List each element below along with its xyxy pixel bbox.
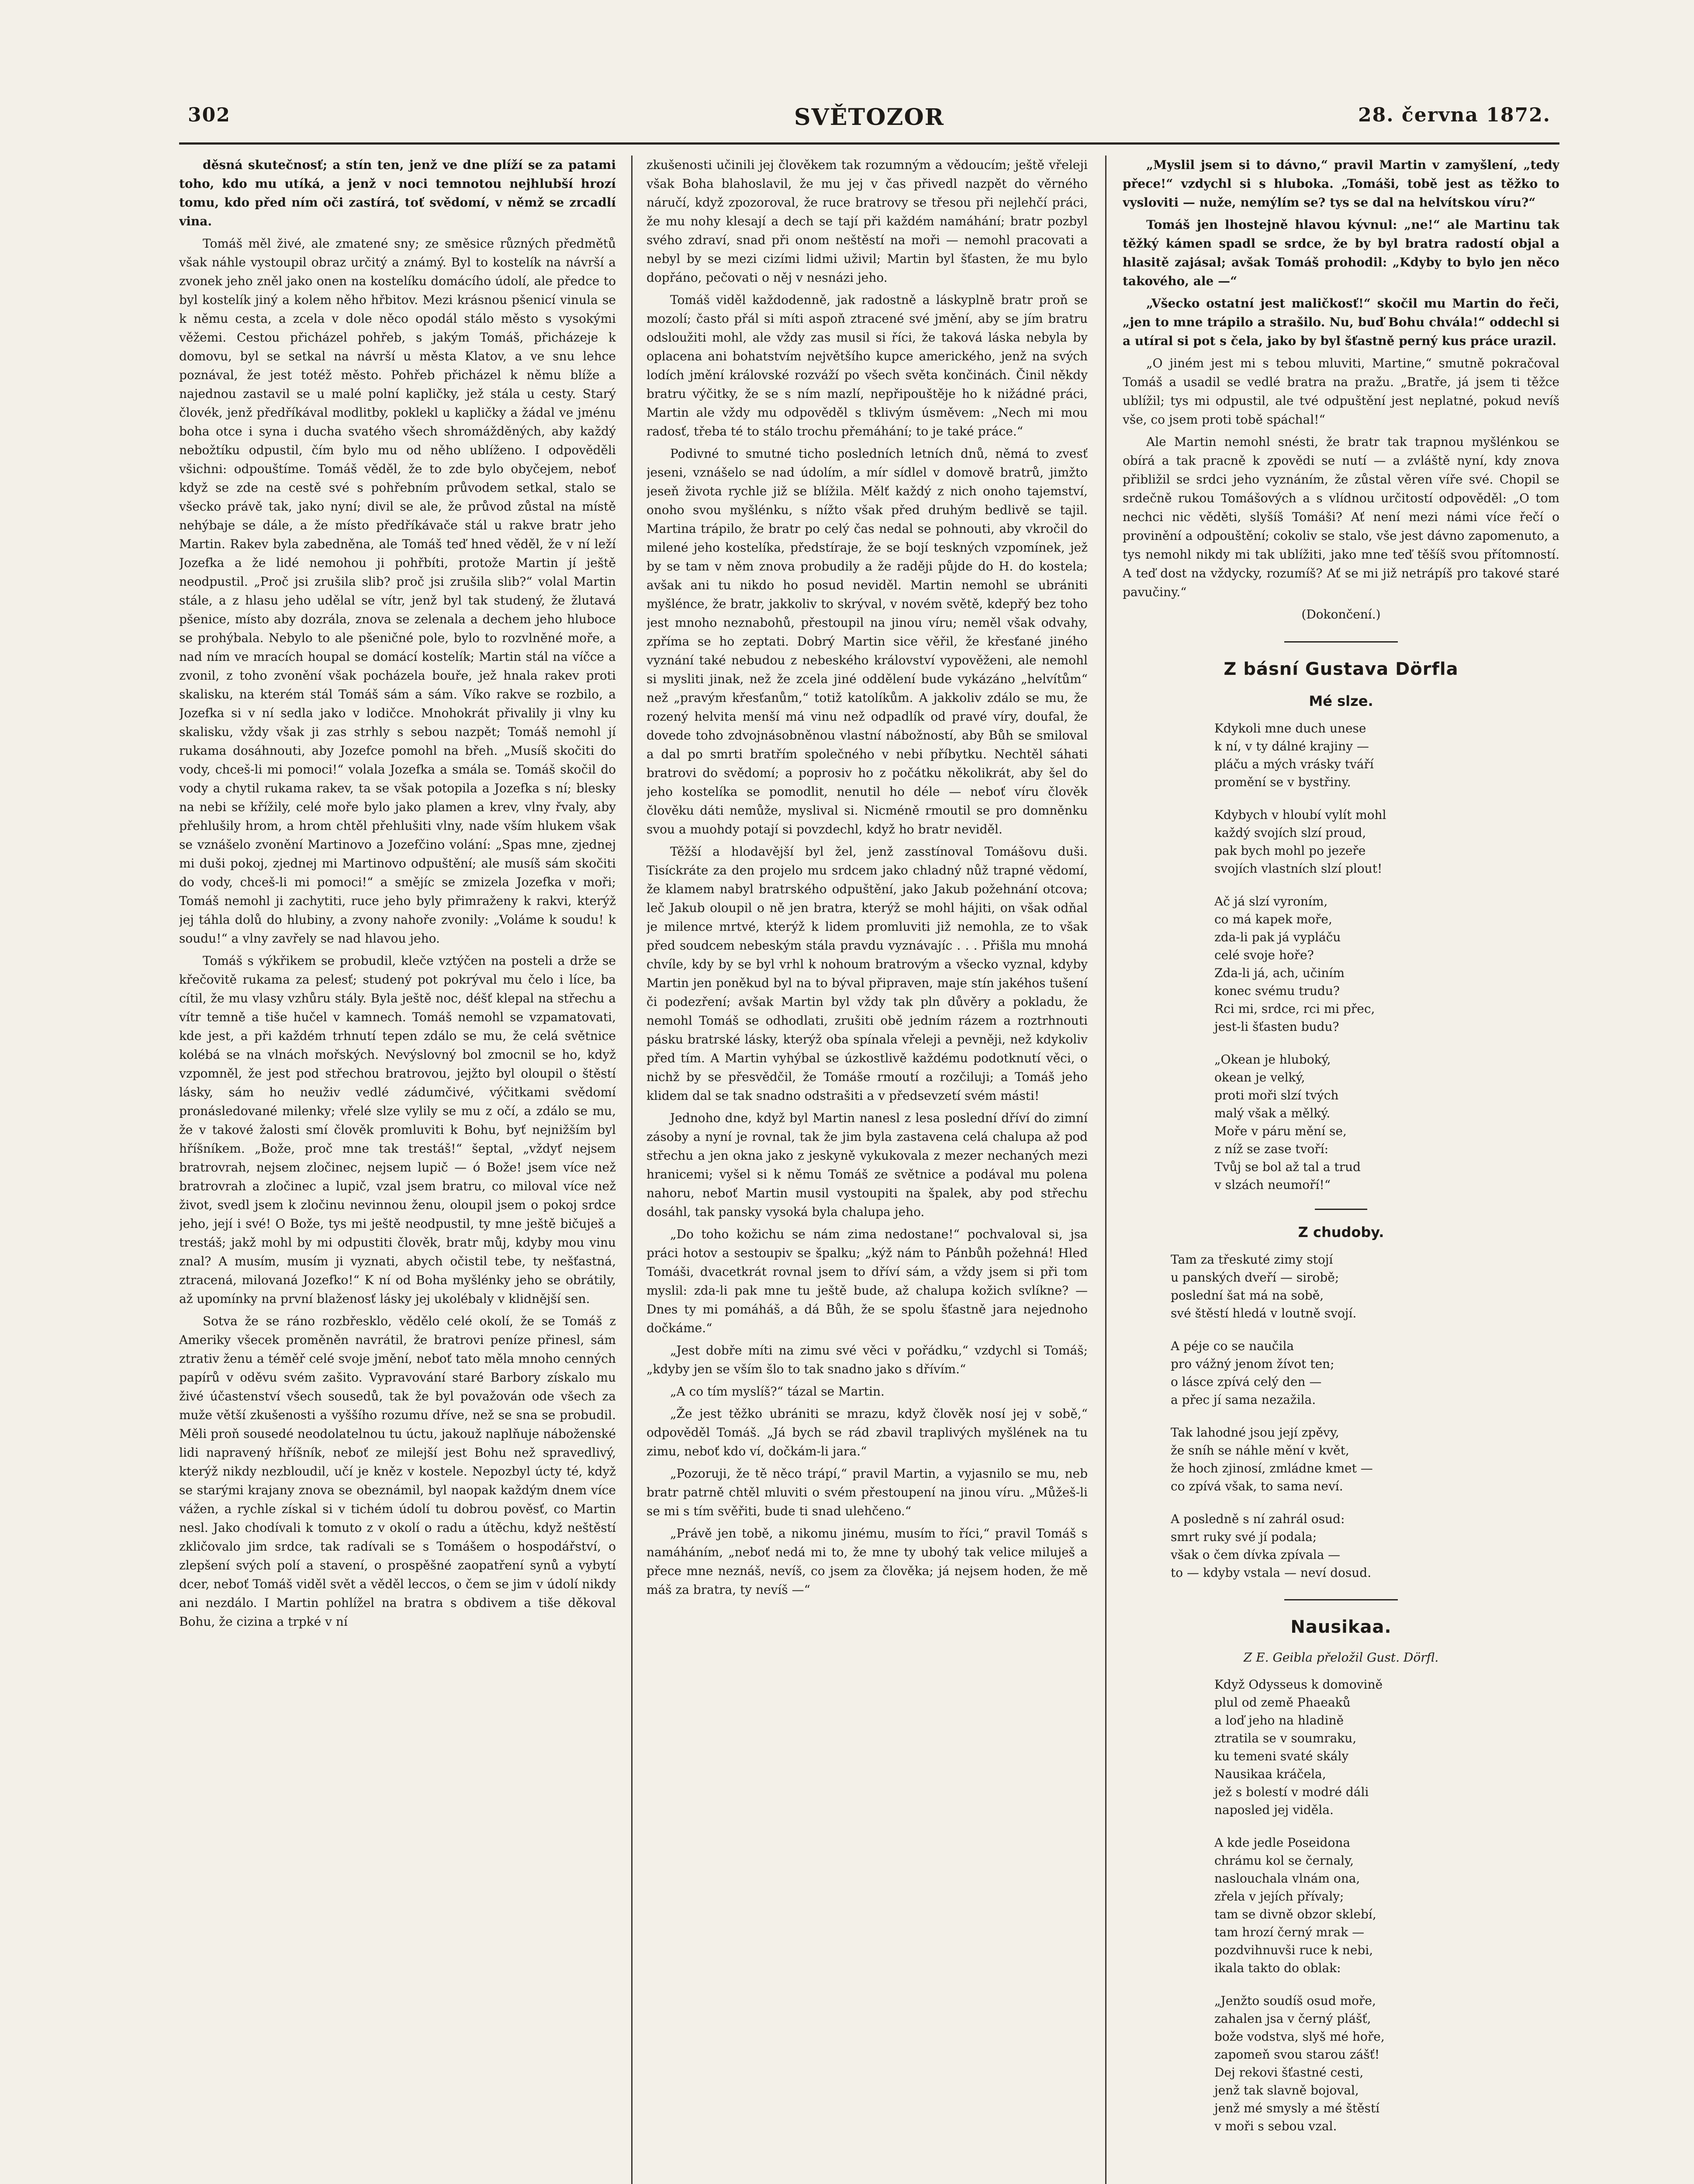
poem-body bbox=[1123, 719, 1559, 1194]
issue-date: 28. června 1872. bbox=[1358, 104, 1551, 126]
poem-title: Mé slze. bbox=[1309, 693, 1373, 709]
section-divider bbox=[1284, 1599, 1398, 1600]
continuation-note: (Dokončení.) bbox=[1301, 607, 1381, 622]
paragraph: Tomáš měl živé, ale zmatené sny; ze směsice různých předmětů však náhle vystoupil obraz určitý a známý. Byl to kostelík na návrší a zvonek jeho zněl jako onen na kostelíku domácího údolí, ale předce to byl kostelík jiný a kolem něho hřbitov. Mezi krásnou pšenicí vinula se k němu cesta, a zcela v dole něco opodál stálo město s vysokými věžemi. Cestou přicházel pohřeb, s jakým Tomáš, přicházeje k domovu, byl se setkal na návrší u města Klatov, a ve snu lehce poznával, že jest totéž město. Pohřeb přicházel k němu blíže a najednou zastavil se u malé polní kapličky, jež stála u cesty. Starý človék, jenž předříkával modlitby, poklekl u kapličky a žádal ve jménu boha otce i syna i ducha svatého všech shromážděných, aby každý nebožtíku odpustil, čím bylo mu od něho ublíženo. I odpověděli všichni: odpouštíme. Tomáš věděl, že to zde bylo obyčejem, neboť když se zde na cestě své s pohřebním průvodem setkal, stalo se všecko právě tak, jako nyní; divil se ale, že průvod zůstal na místě nehýbaje se dále, a že místo předříkávače stál u rakve bratr jeho Martin. Rakev byla zabedněna, ale Tomáš teď hned věděl, že v ní leží Jozefka a že lidé nemohou ji pohřbíti, protože Martin jí ještě neodpustil. „Proč jsi zrušila slib? proč jsi zrušila slib?“ volal Martin stále, a z hlasu jeho udělal se vítr, jenž byl tak studený, že žlutavá pšenice, místo aby dozrála, znova se zelenala a dechem jeho hluboce se prohýbala. Nebylo to ale pšeničné pole, bylo to rozvlněné moře, a nad ním ve mracích houpal se domácí kostelík; Martin stál na víčce a zvonil, z toho zvonění však pocházela bouře, jež hnala rakev proti skalisku, na kterém stál Tomáš sám a sám. Víko rakve se rozbilo, a Jozefka si v ní sedla jako v lodičce. Mnohokrát přivalily ji vlny ku skalisku, vždy však ji zas strhly s sebou nazpět; Tomáš nemohl jí rukama dosáhnouti, aby Jozefce pomohl na břeh. „Musíš skočiti do vody, chceš-li mi pomoci!“ volala Jozefka a smála se. Tomáš skočil do vody a chytil rukama rakev, ta se však potopila a Jozefka s ní; blesky na nebi se křížily, celé moře bylo jako plamen a krev, vlny řvaly, aby přehlušily hrom, a hrom chtěl přehlušiti vlny, nade vším hlukem však se vznášelo zvonění Martinovo a Jozefčino volání: „Spas mne, zjednej mi duši pokoj, zjednej mi Martinovo odpuštění; ale musíš sám skočiti do vody, chceš-li mi pomoci!“ a smějíc se zmizela Jozefka v moři; Tomáš nemohl ji zachytiti, ruce jeho byly přimraženy k rakvi, kterýž jej táhla dolů do hlubiny, a zvony nahoře zvonily: „Voláme k soudu! k soudu!“ a vlny zavřely se nad hlavou jeho. bbox=[179, 236, 616, 946]
verse-line: v slzách neumoří!“ bbox=[1214, 1178, 1331, 1192]
verse-line: Dej rekovi šťastné cesti, bbox=[1214, 2065, 1364, 2080]
stanza bbox=[1171, 1424, 1559, 1495]
poem-body bbox=[1123, 1251, 1559, 1582]
verse-line: a přec jí sama nezažila. bbox=[1171, 1393, 1316, 1407]
stanza bbox=[1214, 806, 1559, 878]
verse-line: že sníh se náhle mění v květ, bbox=[1171, 1443, 1349, 1458]
paragraph: děsná skutečnosť; a stín ten, jenž ve dne plíží se za patami toho, kdo mu utíká, a jenž v noci temnotou nejhlubší hrozí tomu, kdo před ním oči zastírá, toť svědomí, v němž se zrcadlí vina. bbox=[179, 158, 616, 228]
column-divider-2 bbox=[1105, 156, 1106, 2184]
poem-heading: Nausikaa. bbox=[1290, 1617, 1392, 1637]
verse-line: „Okean je hluboký, bbox=[1214, 1052, 1331, 1067]
paragraph: Tomáš jen lhostejně hlavou kývnul: „ne!“ ale Martinu tak těžký kámen spadl se srdce, že by byl bratra radostí objal a hlasitě zajásal; avšak Tomáš prohodil: „Kdyby to bylo jen něco takového, ale —“ bbox=[1123, 218, 1559, 288]
section-divider bbox=[1284, 641, 1398, 643]
paragraph: Ale Martin nemohl snésti, že bratr tak trapnou myšlénkou se obírá a tak pracně k zpovědi se nutí — a zvláště nyní, kdy znova přibližil se srdci jeho vyznáním, že zůstal věren víře své. Chopil se srdečně rukou Tomášových a s vlídnou určitostí odpověděl: „O tom nechci nic věděti, slyšíš Tomáši? Ať není mezi námi více řečí o provinění a odpouštění; cokoliv se stalo, vše jest dávno zapomenuto, a tys nemohl nikdy mi tak ublížiti, jako mne teď těšíš svou přítomností. A teď dost na vždycky, rozumíš? Ať se mi již netrápíš pro takové staré pavučiny.“ bbox=[1123, 435, 1559, 599]
verse-line: však o čem dívka zpívala — bbox=[1171, 1548, 1341, 1562]
verse-line: Moře v páru mění se, bbox=[1214, 1124, 1347, 1138]
verse-line: Kdykoli mne duch unese bbox=[1214, 721, 1366, 736]
verse-line: co zpívá však, to sama neví. bbox=[1171, 1479, 1343, 1493]
verse-line: jež s bolestí v modré dáli bbox=[1214, 1785, 1369, 1799]
paragraph: Těžší a hlodavější byl žel, jenž zasstínoval Tomášovu duši. Tisíckráte za den projelo mu srdcem jako chladný nůž trapné vědomí, že klamem nabyl bratrského odpuštění, jako Jakub požehnání otcova; leč Jakub oloupil o ně jen bratra, kterýž se mohl hájiti, on však odňal je milence mrtvé, kterýž k lidem promluviti již nemohla, ze to však před soudcem nebeským stála pravdu vyznávajíc . . . Přišla mu mnohá chvíle, kdy by se byl vrhl k nohoum bratrovým a všecko vyznal, kdyby Martin jen poněkud byl na to býval připraven, maje stín jakéhos tušení či podezření; avšak Martin byl vždy tak pln důvěry a pokladu, že nemohl Tomáš se odhodlati, zrušiti obě jedním rázem a roztrhnouti pásku bratrské lásky, kterýž oba spínala vřeleji a pevněji, než kdykoliv před tím. A Martin vyhýbal se úzkostlivě každému podotknutí věci, o nichž by se přesvědčil, že Tomáše rmoutí a rozčiluji; a Tomáš jeho klidem dal se tak snadno odstrašiti a v předsevzetí svém másti! bbox=[646, 844, 1088, 1103]
verse-line: ku temeni svaté skály bbox=[1214, 1749, 1349, 1763]
verse-line: to — kdyby vstala — neví dosud. bbox=[1171, 1565, 1372, 1580]
verse-line: „Jenžto soudíš osud moře, bbox=[1214, 1994, 1376, 2008]
poem-body bbox=[1123, 1676, 1559, 2135]
verse-line: Tak lahodné jsou její zpěvy, bbox=[1171, 1425, 1339, 1440]
verse-line: u panských dveří — sirobě; bbox=[1171, 1270, 1339, 1285]
verse-line: naposled jej viděla. bbox=[1214, 1803, 1334, 1817]
verse-line: o lásce zpívá celý den — bbox=[1171, 1375, 1322, 1389]
verse-line: pozdvihnuvši ruce k nebi, bbox=[1214, 1943, 1373, 1957]
verse-line: A posledně s ní zahrál osud: bbox=[1171, 1512, 1345, 1526]
verse-line: Rci mi, srdce, rci mi přec, bbox=[1214, 1002, 1375, 1016]
paragraph: „Všecko ostatní jest maličkosť!“ skočil mu Martin do řeči, „jen to mne trápilo a strašilo. Nu, buď Bohu chvála!“ oddechl si a utíral si pot s čela, jako by byl šťastně perný kus práce urazil. bbox=[1123, 296, 1559, 348]
verse-line: z níž se zase tvoří: bbox=[1214, 1142, 1329, 1156]
verse-line: pak bych mohl po jezeře bbox=[1214, 843, 1366, 858]
verse-line: zahalen jsa v černý plášť, bbox=[1214, 2011, 1371, 2026]
paragraph: Podivné to smutné ticho posledních letních dnů, němá to zvesť jeseni, vznášelo se nad údolím, a mír sídlel v domově bratrů, jimžto jeseň života rychle již se blížila. Mělť každý z nich onoho tajemství, onoho svou myšlénku, s nížto však před druhým bedlivě se tajil. Martina trápilo, že bratr po celý čas nedal se pohnouti, aby vkročil do milené jeho kostelíka, předstíraje, že se bojí teskných vzpomínek, jež by se tam v něm znova probudily a že raději půjde do H. do kostela; avšak ani tu nikdo ho posud neviděl. Martin nemohl se ubrániti myšlénce, že bratr, jakkoliv to skrýval, v novém světě, kdepřý bez toho jest mnoho neznabohů, přestoupil na jinou víru; neměl však odvahy, zpříma se ho zeptati. Dobrý Martin sice věřil, že křesťané jiného vyznání také nebudou z nebeského království vypověženi, ale nemohl si mysliti jinak, než že zcela jiné oddělení bude vykázáno „helvítům“ než „pravým křesťanům,“ totiž katolíkům. A jakkoliv zdálo se mu, že rozený helvita menší má vinu než odpadlík od pravé víry, doufal, že dovede toho zdvojnásobněnou vlastní nábožností, aby Bůh se smiloval a dal po smrti bratřím společného v nebi příbytku. Nechtěl sáhati bratrovi do svědomí; a poprosiv ho z počátku několikrát, aby šel do jeho kostelíka se pomodlit, nenutil ho déle — neboť víru člověk člověku dáti nemůže, myslival si. Nicméně rmoutil se pro domněnku svou a muohdy potají si povzdechl, když ho bratr neviděl. bbox=[646, 446, 1088, 836]
verse-line: a loď jeho na hladině bbox=[1214, 1713, 1344, 1728]
paragraph: Sotva že se ráno rozbřesklo, vědělo celé okolí, že se Tomáš z Ameriky všecek proměněn navrátil, že bratrovi peníze přinesl, sám ztrativ ženu a téměř celé svoje jmění, neboť tato měla mnoho cenných papírů v oděvu svém zašito. Vypravování staré Barbory získalo mu živé účastenství všech sousedů, tak že byl považován ode všech za muže větší zkušenosti a vyššího rozumu dříve, než se sna se probudil. Měli proň sousedé neodolatelnou tu úctu, jakouž naplňuje náboženské lidi napravený hříšník, neboť ze milejší jest Bohu než spravedlivý, kterýž nikdy nezbloudil, učí je kněz v kostele. Nepozbyl úcty té, když se starými krajany znova se obeznámil, byl naopak každým dnem více vážen, a rychle získal si v tichém údolí tu dobrou pověsť, co Martin nesl. Jako chodívali k tomuto z v okolí o radu a útěchu, když neštěstí zkličovalo jim srdce, tak radívali se s Tomášem o hospodářství, o zlepšení svých polí a stavení, o prospěšné zaopatření synů a vybytí dcer, neboť Tomáš viděl svět a věděl leccos, o čem se jim v údolí nikdy ani nezdálo. I Martin pohlížel na bratra s obdivem a tiše děkoval Bohu, že cizina a trpké v ní bbox=[179, 1314, 616, 1629]
paragraph: „A co tím myslíš?“ tázal se Martin. bbox=[670, 1384, 885, 1399]
paragraph: „Právě jen tobě, a nikomu jinému, musím to říci,“ pravil Tomáš s namáháním, „neboť nedá mi to, že mne ty ubohý tak velice miluješ a přece mne neznáš, nevíš, co jsem za člověka; já nejsem hoden, že mě máš za bratra, ty nevíš —“ bbox=[646, 1526, 1088, 1597]
paragraph: Jednoho dne, když byl Martin nanesl z lesa poslední dříví do zimní zásoby a nyní je rovnal, tak že jim byla zastavena celá chalupa až pod střechu a jen okna jako z jeskyně vykukovala z mezer nechaných mezi hranicemi; vyšel si k němu Tomáš ze světnice a podával mu polena nahoru, neboť Martin musil vystoupiti na špalek, aby pod střechu dosáhl, tak pansky vysoká byla chalupa jeho. bbox=[646, 1111, 1088, 1219]
verse-line: smrt ruky své jí podala; bbox=[1171, 1530, 1317, 1544]
verse-line: zapomeň svou starou zášť! bbox=[1214, 2047, 1380, 2062]
page-number: 302 bbox=[188, 104, 231, 126]
column-1 bbox=[179, 156, 616, 2184]
paragraph: zkušenosti učinili jej člověkem tak rozumným a vědoucím; ještě vřeleji však Boha blahoslavil, že mu jej v čas přivedl nazpět do věrného náručí, když zpozoroval, že ruce bratrovy se třesou při nejlehčí práci, že mu nohy klesají a dech se tají při každém namáhání; bratr pozbyl svého zdraví, snad při onom neštěstí na moři — nemohl pracovati a nebyl by se mezi cizími lidmi uživil; Martin byl šťasten, že mu bylo dopřáno, pečovati o něj v nesnázi jeho. bbox=[646, 158, 1088, 285]
verse-line: ikala takto do oblak: bbox=[1214, 1961, 1341, 1975]
paragraph: „Pozoruji, že tě něco trápí,“ pravil Martin, a vyjasnilo se mu, neb bratr patrně chtěl mluviti o svém přestoupení na jinou víru. „Můžeš-li se mi s tím svěřiti, bude ti snad ulehčeno.“ bbox=[646, 1466, 1088, 1518]
masthead-title: SVĚTOZOR bbox=[794, 104, 944, 131]
paragraph: Tomáš viděl každodenně, jak radostně a láskyplně bratr proň se mozolí; často přál si míti aspoň ztracené své jmění, aby se jím bratru odsloužiti mohl, ale vždy zas musil si říci, že taková láska nebyla by oplacena ani bohatstvím největšího kupce amerického, jenž na svých lodích jmění královské rozváží po všech světa končinách. Činil někdy bratru výčitky, že se s ním mazlí, nepřipouštěje ho k nižádné práci, Martin ale vždy mu odpověděl s tklivým úsměvem: „Nech mi mou radosť, třeba té to stálo trochu přemáhání; to je také práce.“ bbox=[646, 293, 1088, 439]
stanza bbox=[1214, 1676, 1559, 1819]
verse-line: okean je velký, bbox=[1214, 1070, 1305, 1085]
verse-line: malý však a mělký. bbox=[1214, 1106, 1331, 1120]
poem-collection-heading: Z básní Gustava Dörfla bbox=[1224, 659, 1459, 679]
verse-line: Ač já slzí vyroním, bbox=[1214, 894, 1328, 909]
verse-line: své štěstí hledá v loutně svojí. bbox=[1171, 1306, 1357, 1320]
paragraph: Tomáš s výkřikem se probudil, kleče vztýčen na posteli a drže se křečovitě rukama za pelesť; studený pot pokrýval mu čelo i líce, ba cítil, že mu vlasy vzhůru stály. Byla ještě noc, déšť klepal na střechu a vítr temně a tiše hučel v kamnech. Tomáš nemohl se vzpamatovati, kde jest, a při každém trhnutí tepen zdálo se mu, že celá světnice kolébá se na vlnách mořských. Nevýslovný bol zmocnil se ho, když vzpomněl, že jest pod střechou bratrovou, jejžto byl oloupil o štěstí lásky, sám ho neuživ vedlé zádumčivé, výčitkami svědomí pronásledované milenky; vřelé slze vylily se mu z očí, a zdálo se mu, že v takové žalosti smí člověk promluviti k Bohu, byť nejnižším byl hříšníkem. „Bože, proč mne tak trestáš!“ šeptal, „vždyť nejsem bratrovrah, nejsem zločinec, nejsem lupič — ó Bože! jsem více než bratrovrah a zločinec a lupič, vzal jsem bratru, co miloval více než život, svedl jsem k zločinu nevinnou ženu, oloupil jsem o pokoj srdce jeho, její i své! O Bože, tys mi ještě neodpustil, ty mne ještě bičuješ a trestáš; jakž mohl by mi odpustiti člověk, bratr můj, kdyby mou vinu znal? A musím, musím ji vyznati, abych očistil tebe, ty nešťastná, ztracená, milovaná Jozefko!“ K ní od Boha myšlénky jeho se obrátily, až upomínky na první blaženosť lásky jej ukolébaly v klidnější sen. bbox=[179, 954, 616, 1306]
paragraph: „Do toho kožichu se nám zima nedostane!“ pochvaloval si, jsa práci hotov a sestoupiv se špalku; „kýž nám to Pánbůh požehná! Hleď Tomáši, dvacetkrát rovnal jsem to dříví sám, a vždy jsem si při tom myslil: zda-li pak mne tu ještě bude, až chalupa kožich svlíkne? — Dnes ty mi pomáháš, a dá Bůh, že se spolu šťastně jara nejednoho dočkáme.“ bbox=[646, 1227, 1088, 1335]
column-3 bbox=[1123, 156, 1559, 2184]
verse-line: bože vodstva, slyš mé hoře, bbox=[1214, 2029, 1385, 2044]
verse-line: celé svoje hoře? bbox=[1214, 948, 1314, 962]
paragraph: „Že jest těžko ubrániti se mrazu, když člověk nosí jej v sobě,“ odpověděl Tomáš. „Já bych se rád zbavil traplivých myšlének na tu zimu, neboť kdo ví, dočkám-li jara.“ bbox=[646, 1406, 1088, 1458]
stanza bbox=[1171, 1251, 1559, 1322]
verse-line: Tvůj se bol až tal a trud bbox=[1214, 1160, 1361, 1174]
verse-line: poslední šat má na sobě, bbox=[1171, 1288, 1324, 1303]
column-divider-1 bbox=[631, 156, 633, 2184]
translator-credit: Z E. Geibla přeložil Gust. Dörfl. bbox=[1243, 1650, 1439, 1665]
page-header bbox=[179, 104, 1559, 143]
paragraph: „O jiném jest mi s tebou mluviti, Martine,“ smutně pokračoval Tomáš a usadil se vedlé bratra na pražu. „Bratře, já jsem ti těžce ublížil; tys mi odpustil, ale tvé odpuštění jest neplatné, pokud nevíš vše, co jsem proti tobě spáchal!“ bbox=[1123, 356, 1559, 427]
verse-line: svojích vlastních slzí plout! bbox=[1214, 861, 1383, 876]
paragraph: „Myslil jsem si to dávno,“ pravil Martin v zamyšlení, „tedy přece!“ vzdychl si s hluboka. „Tomáši, tobě jest as těžko to vysloviti — nuže, nemýlím se? tys se dal na helvítskou víru?“ bbox=[1123, 158, 1559, 210]
verse-line: plul od země Phaeaků bbox=[1214, 1695, 1351, 1710]
paragraph: „Jest dobře míti na zimu své věci v pořádku,“ vzdychl si Tomáš; „kdyby jen se vším šlo to tak snadno jako s dřívím.“ bbox=[646, 1343, 1088, 1376]
stanza bbox=[1171, 1337, 1559, 1409]
verse-line: každý svojích slzí proud, bbox=[1214, 826, 1366, 840]
verse-line: naslouchala vlnám ona, bbox=[1214, 1871, 1360, 1886]
poem-title: Z chudoby. bbox=[1298, 1224, 1384, 1241]
verse-line: tam se divně obzor sklebí, bbox=[1214, 1907, 1376, 1921]
verse-line: Tam za třeskuté zimy stojí bbox=[1171, 1252, 1333, 1267]
verse-line: A péje co se naučila bbox=[1171, 1339, 1294, 1353]
verse-line: Nausikaa kráčela, bbox=[1214, 1767, 1326, 1781]
verse-line: konec svému trudu? bbox=[1214, 984, 1340, 998]
verse-line: jest-li šťasten budu? bbox=[1214, 1019, 1339, 1034]
stanza bbox=[1214, 719, 1559, 791]
poem-divider bbox=[1315, 1209, 1367, 1210]
column-2 bbox=[646, 156, 1088, 2184]
stanza bbox=[1214, 892, 1559, 1036]
verse-line: pro vážný jenom žívot ten; bbox=[1171, 1357, 1334, 1371]
verse-line: jenž mé smysly a mé štěstí bbox=[1214, 2101, 1380, 2115]
verse-line: Kdybych v hloubí vylít mohl bbox=[1214, 808, 1386, 822]
verse-line: ztratila se v soumraku, bbox=[1214, 1731, 1357, 1745]
stanza bbox=[1171, 1510, 1559, 1582]
verse-line: že hoch zjinosí, zmládne kmet — bbox=[1171, 1461, 1373, 1476]
verse-line: v moři s sebou vzal. bbox=[1214, 2119, 1337, 2133]
verse-line: zda-li pak já vypláču bbox=[1214, 930, 1341, 944]
verse-line: Zda-li já, ach, učiním bbox=[1214, 966, 1345, 980]
stanza bbox=[1214, 1992, 1559, 2135]
verse-line: tam hrozí černý mrak — bbox=[1214, 1925, 1365, 1939]
stanza bbox=[1214, 1051, 1559, 1194]
verse-line: k ní, v ty dálné krajiny — bbox=[1214, 739, 1369, 753]
verse-line: promění se v bystřiny. bbox=[1214, 775, 1351, 789]
verse-line: jenž tak slavně bojoval, bbox=[1214, 2083, 1359, 2098]
verse-line: zřela v jejích přívaly; bbox=[1214, 1889, 1344, 1904]
verse-line: chrámu kol se černaly, bbox=[1214, 1853, 1354, 1868]
stanza bbox=[1214, 1834, 1559, 1977]
verse-line: pláču a mých vrásky tváří bbox=[1214, 757, 1374, 771]
verse-line: proti moři slzí tvých bbox=[1214, 1088, 1339, 1102]
header-rule bbox=[179, 142, 1559, 145]
verse-line: Když Odysseus k domovině bbox=[1214, 1677, 1383, 1692]
verse-line: A kde jedle Poseidona bbox=[1214, 1835, 1351, 1850]
verse-line: co má kapek moře, bbox=[1214, 912, 1332, 926]
